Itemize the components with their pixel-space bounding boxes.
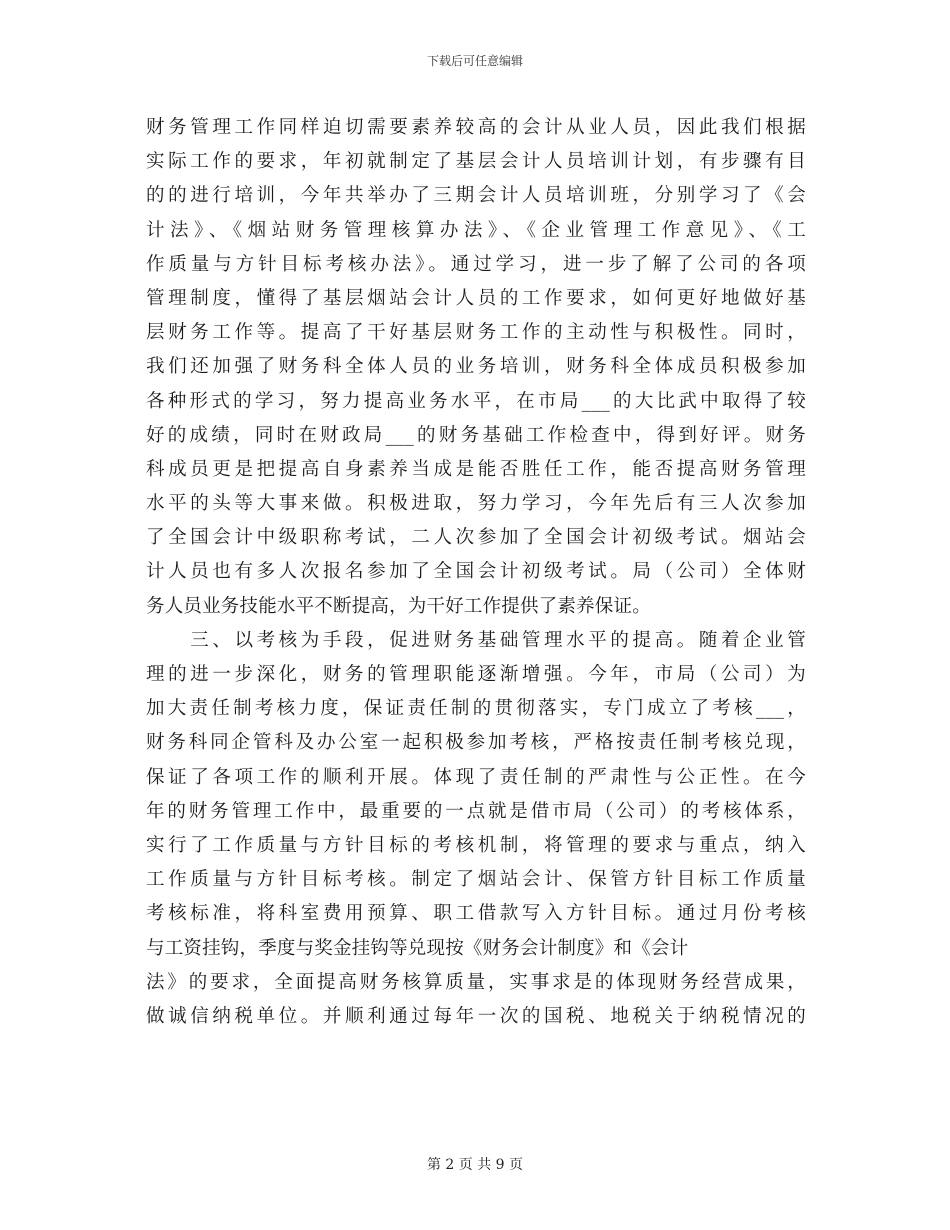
text-line: 加大责任制考核力度，保证责任制的贯彻落实，专门成立了考核___， xyxy=(146,698,806,720)
text-line: 财务管理工作同样迫切需要素养较高的会计从业人员，因此我们根据 xyxy=(146,117,806,138)
text-line: 理的进一步深化，财务的管理职能逐渐增强。今年，市局（公司）为 xyxy=(146,664,806,685)
text-line: 工作质量与方针目标考核。制定了烟站会计、保管方针目标工作质量 xyxy=(146,869,806,891)
text-line: 层财务工作等。提高了干好基层财务工作的主动性与积极性。同时， xyxy=(146,322,806,344)
text-line: 了全国会计中级职称考试，二人次参加了全国会计初级考试。烟站会 xyxy=(146,527,806,549)
text-line: 财务科同企管科及办公室一起积极参加考核，严格按责任制考核兑现， xyxy=(146,732,806,754)
text-line: 作质量与方针目标考核办法》。通过学习，进一步了解了公司的各项 xyxy=(146,253,806,275)
text-line: 管理制度，懂得了基层烟站会计人员的工作要求，如何更好地做好基 xyxy=(146,287,806,309)
text-line: 三、以考核为手段，促进财务基础管理水平的提高。随着企业管 xyxy=(146,629,806,651)
document-body xyxy=(146,111,806,1034)
text-line: 考核标准，将科室费用预算、职工借款写入方针目标。通过月份考核 xyxy=(146,903,806,925)
text-line: 各种形式的学习，努力提高业务水平，在市局___的大比武中取得了较 xyxy=(146,390,806,412)
text-line: 实际工作的要求，年初就制定了基层会计人员培训计划，有步骤有目 xyxy=(146,151,806,173)
text-line: 与工资挂钩，季度与奖金挂钩等兑现按《财务会计制度》和《会计 xyxy=(146,937,689,959)
text-line: 做诚信纳税单位。并顺利通过每年一次的国税、地税关于纳税情况的 xyxy=(146,1005,806,1027)
page-header: 下载后可任意编辑 xyxy=(426,54,523,68)
text-line: 法》的要求，全面提高财务核算质量，实事求是的体现财务经营成果， xyxy=(146,971,806,993)
text-line: 保证了各项工作的顺利开展。体现了责任制的严肃性与公正性。在今 xyxy=(146,766,806,788)
text-line: 的的进行培训，今年共举办了三期会计人员培训班，分别学习了《会 xyxy=(146,185,806,207)
text-line: 好的成绩，同时在财政局___的财务基础工作检查中，得到好评。财务 xyxy=(146,424,806,446)
page-number: 第 2 页 共 9 页 xyxy=(426,1157,524,1173)
text-line: 我们还加强了财务科全体人员的业务培训，财务科全体成员积极参加 xyxy=(146,356,806,378)
text-line: 科成员更是把提高自身素养当成是能否胜任工作，能否提高财务管理 xyxy=(146,458,806,480)
text-line: 水平的头等大事来做。积极进取，努力学习，今年先后有三人次参加 xyxy=(146,493,806,515)
text-line: 计法》、《烟站财务管理核算办法》、《企业管理工作意见》、《工 xyxy=(146,219,806,241)
text-line: 实行了工作质量与方针目标的考核机制，将管理的要求与重点，纳入 xyxy=(146,834,806,856)
text-line: 务人员业务技能水平不断提高，为干好工作提供了素养保证。 xyxy=(146,595,651,617)
text-line: 计人员也有多人次报名参加了全国会计初级考试。局（公司）全体财 xyxy=(146,561,806,583)
text-line: 年的财务管理工作中，最重要的一点就是借市局（公司）的考核体系， xyxy=(146,800,806,822)
